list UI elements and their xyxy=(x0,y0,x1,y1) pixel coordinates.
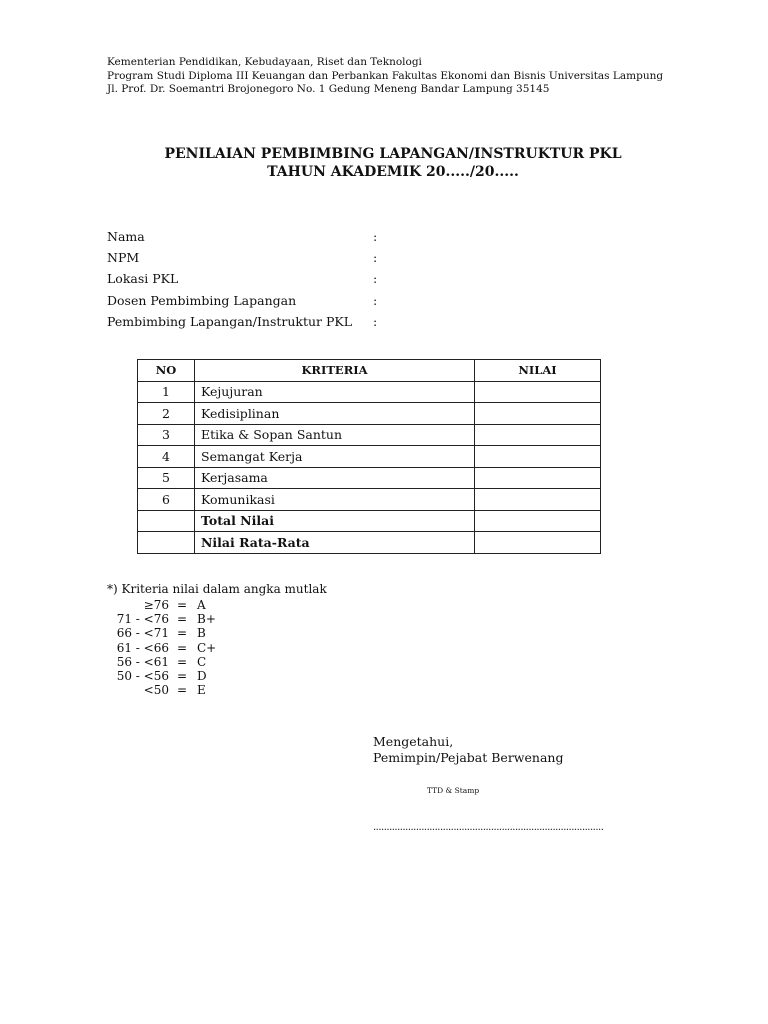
table-row xyxy=(138,381,601,403)
scale-row xyxy=(0,683,768,697)
signature-acknowledged: Mengetahui, xyxy=(373,734,454,749)
header-nilai: NILAI xyxy=(475,360,601,382)
scale-grade: B+ xyxy=(197,612,216,627)
table-row xyxy=(138,467,601,489)
signature-line: ...................................................................................... xyxy=(373,822,604,833)
row-no: 6 xyxy=(138,489,195,511)
scale-equals: = xyxy=(177,668,188,683)
row-nilai[interactable] xyxy=(475,381,601,403)
total-no-cell xyxy=(138,510,195,532)
row-kriteria: Kerjasama xyxy=(195,467,475,489)
scale-row xyxy=(0,626,768,640)
header-ministry: Kementerian Pendidikan, Kebudayaan, Riset dan Teknologi xyxy=(107,56,422,68)
header-kriteria: KRITERIA xyxy=(195,360,475,382)
row-nilai[interactable] xyxy=(475,446,601,468)
institution-header xyxy=(107,56,663,97)
row-no: 1 xyxy=(138,381,195,403)
scale-range: 56 - <61 xyxy=(116,654,169,669)
row-nilai[interactable] xyxy=(475,489,601,511)
row-nilai[interactable] xyxy=(475,467,601,489)
row-no: 2 xyxy=(138,403,195,425)
scale-equals: = xyxy=(177,626,188,641)
scale-equals: = xyxy=(177,640,188,655)
scale-grade: B xyxy=(197,626,206,641)
row-kriteria: Kejujuran xyxy=(195,381,475,403)
row-kriteria: Semangat Kerja xyxy=(195,446,475,468)
scale-equals: = xyxy=(177,598,188,612)
row-nilai[interactable] xyxy=(475,403,601,425)
total-label: Total Nilai xyxy=(195,510,475,532)
field-label: Pembimbing Lapangan/Instruktur PKL xyxy=(107,313,353,329)
row-no: 4 xyxy=(138,446,195,468)
row-kriteria: Kedisiplinan xyxy=(195,403,475,425)
scale-grade: C xyxy=(197,654,207,669)
field-label: Nama xyxy=(107,229,145,244)
scale-grade: E xyxy=(197,683,206,698)
scale-grade: A xyxy=(197,598,206,612)
scale-row xyxy=(0,655,768,669)
signature-stamp-note: TTD & Stamp xyxy=(427,786,480,795)
signature-block xyxy=(373,734,563,765)
title-line-2: TAHUN AKADEMIK 20...../20..... xyxy=(267,164,519,180)
average-value-cell[interactable] xyxy=(475,532,601,554)
table-row xyxy=(138,424,601,446)
grading-note: *) Kriteria nilai dalam angka mutlak xyxy=(107,582,327,596)
field-colon: : xyxy=(373,292,378,308)
row-nilai[interactable] xyxy=(475,424,601,446)
row-kriteria: Etika & Sopan Santun xyxy=(195,424,475,446)
field-colon: : xyxy=(373,250,378,266)
row-no: 3 xyxy=(138,424,195,446)
scale-range: 61 - <66 xyxy=(116,640,169,655)
scale-range: 50 - <56 xyxy=(116,668,169,683)
header-program: Program Studi Diploma III Keuangan dan Perbankan Fakultas Ekonomi dan Bisnis Universitas Lampung xyxy=(107,69,664,82)
average-no-cell xyxy=(138,532,195,554)
scale-equals: = xyxy=(177,654,188,669)
criteria-table xyxy=(137,359,601,554)
average-label: Nilai Rata-Rata xyxy=(195,532,475,554)
average-row xyxy=(138,532,601,554)
table-row xyxy=(138,489,601,511)
row-no: 5 xyxy=(138,467,195,489)
total-row xyxy=(138,510,601,532)
form-title xyxy=(0,145,768,181)
row-kriteria: Komunikasi xyxy=(195,489,475,511)
scale-row xyxy=(0,598,768,612)
field-label: NPM xyxy=(107,250,140,266)
field-colon: : xyxy=(373,229,378,244)
scale-range: 66 - <71 xyxy=(116,626,169,641)
scale-grade: D xyxy=(197,668,207,683)
field-colon: : xyxy=(373,313,378,329)
scale-range: <50 xyxy=(143,683,169,698)
table-header-row xyxy=(138,360,601,382)
header-no: NO xyxy=(138,360,195,382)
title-line-1: PENILAIAN PEMBIMBING LAPANGAN/INSTRUKTUR PKL xyxy=(164,146,622,162)
grading-scale xyxy=(0,598,768,697)
scale-range: ≥76 xyxy=(143,598,169,612)
total-value-cell[interactable] xyxy=(475,510,601,532)
scale-equals: = xyxy=(177,612,188,627)
scale-row xyxy=(0,612,768,626)
scale-row xyxy=(0,641,768,655)
scale-grade: C+ xyxy=(197,640,217,655)
field-label: Dosen Pembimbing Lapangan xyxy=(107,292,297,308)
table-row xyxy=(138,446,601,468)
scale-equals: = xyxy=(177,683,188,698)
field-label: Lokasi PKL xyxy=(107,271,179,287)
scale-range: 71 - <76 xyxy=(116,612,169,627)
scale-row xyxy=(0,669,768,683)
header-address: Jl. Prof. Dr. Soemantri Brojonegoro No. 1 Gedung Meneng Bandar Lampung 35145 xyxy=(107,83,550,95)
table-row xyxy=(138,403,601,425)
signature-role: Pemimpin/Pejabat Berwenang xyxy=(373,749,564,765)
field-colon: : xyxy=(373,271,378,287)
